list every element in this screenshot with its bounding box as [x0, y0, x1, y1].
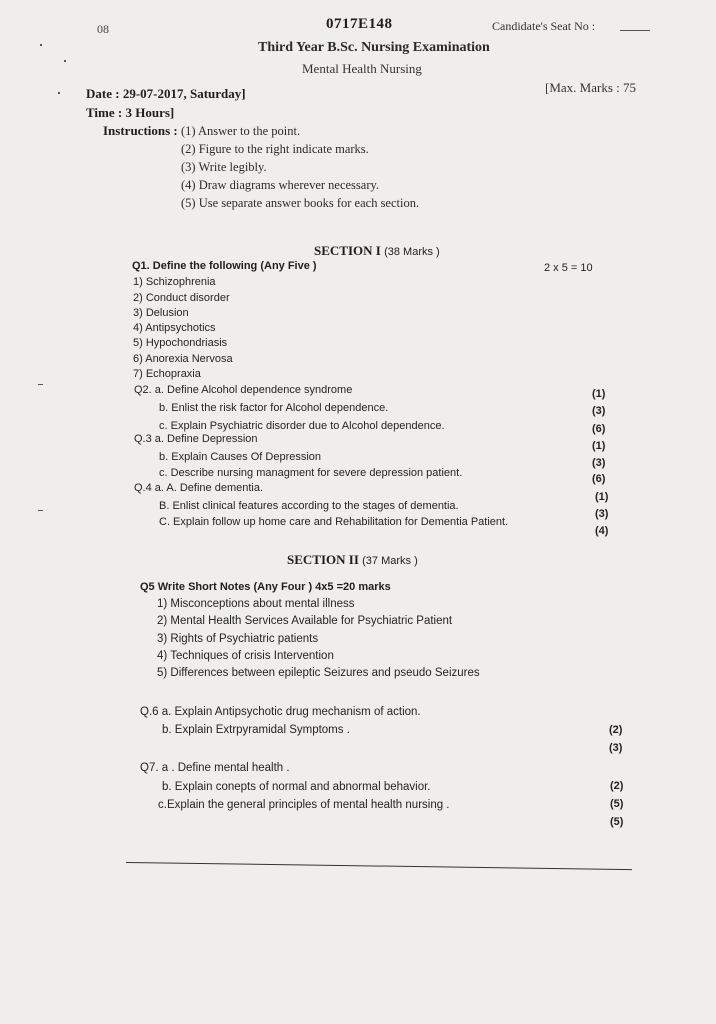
q1-item: 4) Antipsychotics [133, 322, 216, 334]
q3b-text: b. Explain Causes Of Depression [159, 451, 322, 463]
instruction-item: (2) Figure to the right indicate marks. [181, 142, 369, 156]
q6a-text: Q.6 a. Explain Antipsychotic drug mechanism of action. [140, 706, 421, 718]
q7b-marks: (5) [610, 798, 624, 810]
q2a-marks: (1) [592, 388, 606, 400]
section-1-marks: (38 Marks ) [384, 246, 440, 258]
section-2-title: SECTION II [287, 552, 359, 567]
q5-item: 1) Misconceptions about mental illness [157, 598, 355, 610]
q1-item: 1) Schizophrenia [133, 276, 216, 288]
q5-item: 5) Differences between epileptic Seizures and pseudo Seizures [157, 667, 480, 679]
margin-mark [38, 510, 43, 511]
q1-heading: Q1. Define the following (Any Five ) [132, 260, 317, 272]
q3c-marks: (6) [592, 473, 606, 485]
q1-item: 3) Delusion [133, 307, 189, 319]
instruction-item: (3) Write legibly. [181, 160, 267, 174]
q4b-marks: (3) [595, 508, 609, 520]
q3c-text: c. Describe nursing managment for severe depression patient. [159, 467, 463, 479]
scan-speck [58, 92, 60, 94]
q1-item: 5) Hypochondriasis [133, 337, 228, 349]
q4a-marks: (1) [595, 491, 609, 503]
q2a-text: Q2. a. Define Alcohol dependence syndrome [134, 384, 353, 396]
q7c-text: c.Explain the general principles of mental health nursing . [158, 799, 450, 811]
q2b-marks: (3) [592, 405, 606, 417]
q7c-marks: (5) [610, 816, 624, 828]
q1-marks: 2 x 5 = 10 [544, 262, 593, 274]
margin-mark [38, 384, 43, 385]
q1-item: 2) Conduct disorder [133, 292, 230, 304]
exam-title: Third Year B.Sc. Nursing Examination [258, 40, 490, 55]
q7b-text: b. Explain conepts of normal and abnormal behavior. [162, 781, 431, 793]
instruction-item: (5) Use separate answer books for each section. [181, 196, 420, 210]
q5-item: 3) Rights of Psychiatric patients [157, 633, 319, 645]
corner-note: 08 [97, 22, 109, 36]
max-marks: [Max. Marks : 75 [545, 80, 636, 95]
section-1-heading [314, 243, 440, 259]
instructions-label: Instructions : [103, 123, 178, 138]
q4c-marks: (4) [595, 525, 609, 537]
q7a-marks: (2) [610, 780, 624, 792]
paper-code: 0717E148 [326, 16, 393, 32]
scan-speck [64, 60, 66, 62]
seat-number-line [620, 30, 650, 31]
q3a-text: Q.3 a. Define Depression [134, 433, 258, 445]
q2b-text: b. Enlist the risk factor for Alcohol dependence. [159, 402, 389, 414]
q3b-marks: (3) [592, 457, 606, 469]
q2c-marks: (6) [592, 423, 606, 435]
q6b-marks: (3) [609, 742, 623, 754]
q1-item: 6) Anorexia Nervosa [133, 353, 233, 365]
q2c-text: c. Explain Psychiatric disorder due to Alcohol dependence. [159, 420, 445, 432]
end-rule [126, 862, 632, 870]
section-2-marks: (37 Marks ) [362, 555, 418, 567]
seat-number-label: Candidate's Seat No : [492, 19, 596, 33]
exam-time: Time : 3 Hours] [86, 105, 175, 120]
q4c-text: C. Explain follow up home care and Rehabilitation for Dementia Patient. [159, 516, 509, 528]
q1-item: 7) Echopraxia [133, 368, 201, 380]
section-2-heading [287, 552, 418, 568]
q6a-marks: (2) [609, 724, 623, 736]
instruction-item: (4) Draw diagrams wherever necessary. [181, 178, 380, 192]
q5-heading: Q5 Write Short Notes (Any Four ) 4x5 =20 marks [140, 581, 391, 593]
q7a-text: Q7. a . Define mental health . [140, 762, 290, 774]
q5-item: 2) Mental Health Services Available for Psychiatric Patient [157, 615, 453, 627]
subject-title: Mental Health Nursing [302, 61, 422, 76]
scan-speck [40, 44, 42, 46]
exam-date: Date : 29-07-2017, Saturday] [86, 86, 246, 101]
q5-item: 4) Techniques of crisis Intervention [157, 650, 334, 662]
q4a-text: Q.4 a. A. Define dementia. [134, 482, 264, 494]
section-1-title: SECTION I [314, 243, 381, 258]
q6b-text: b. Explain Extrpyramidal Symptoms . [162, 724, 350, 736]
instruction-item: (1) Answer to the point. [181, 124, 301, 138]
q3a-marks: (1) [592, 440, 606, 452]
q4b-text: B. Enlist clinical features according to the stages of dementia. [159, 500, 459, 512]
